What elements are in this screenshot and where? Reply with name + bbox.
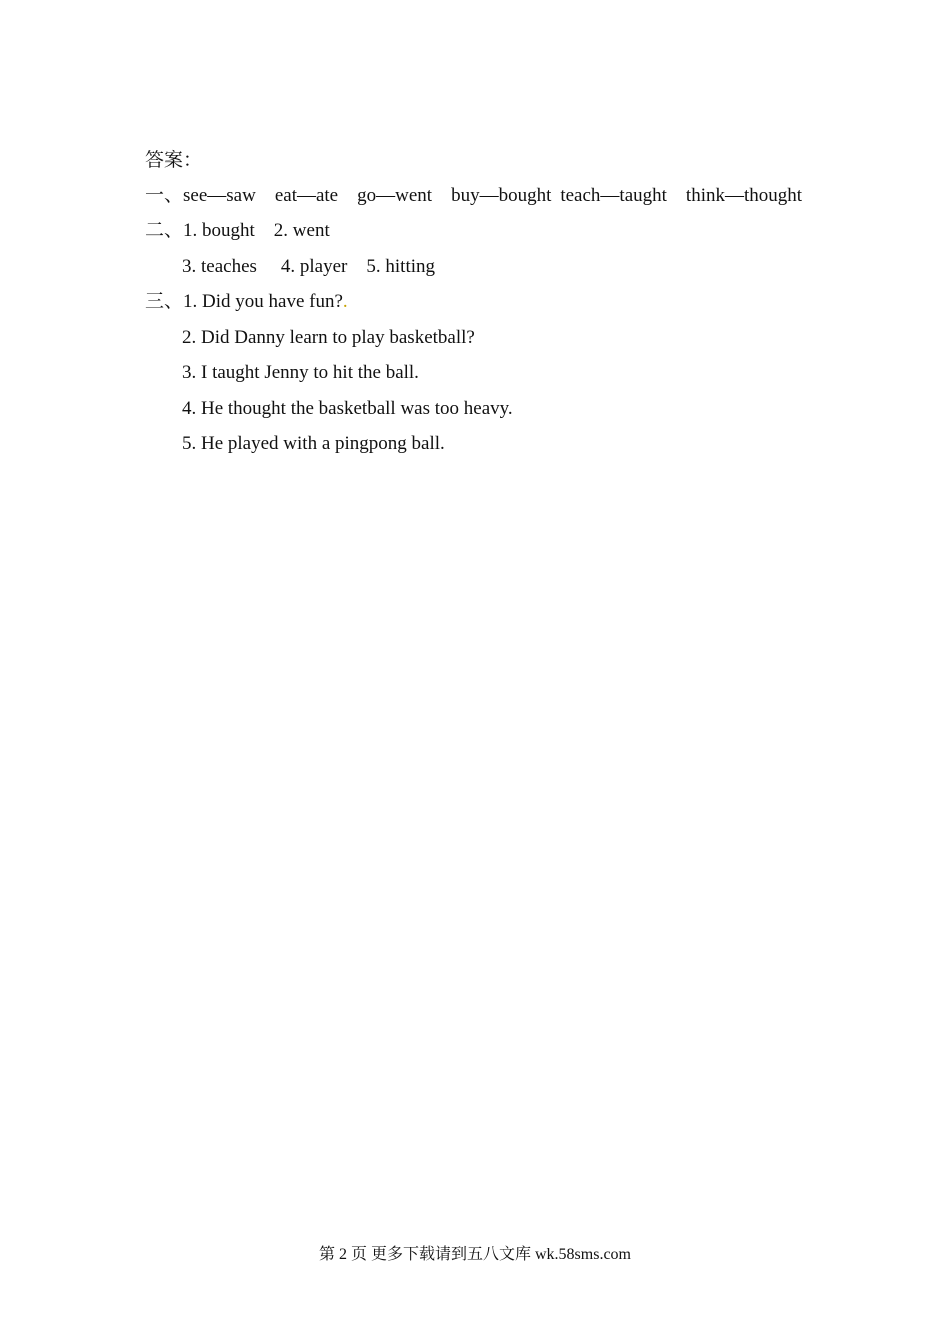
answer-item: 4. player	[280, 256, 348, 277]
section-3-line	[145, 290, 348, 314]
word-pair: buy—bought	[451, 185, 552, 206]
answer-item: 3. teaches	[182, 256, 257, 277]
section-2-line-2	[182, 255, 435, 279]
page-footer: 第 2 页 更多下载请到五八文库 wk.58sms.com	[318, 1246, 631, 1263]
section-3-marker: 三、	[145, 291, 184, 312]
answer-sentence: 5. He played with a pingpong ball.	[182, 433, 445, 454]
answer-sentence: 2. Did Danny learn to play basketball?	[182, 327, 475, 348]
answer-sentence: 1. Did you have fun?	[183, 291, 343, 312]
answer-heading: 答案：	[145, 150, 203, 171]
word-pair: teach—taught	[560, 185, 667, 206]
answer-item: 5. hitting	[366, 256, 436, 277]
section-2-marker: 二、	[145, 220, 184, 241]
answer-sentence: 4. He thought the basketball was too heavy.	[182, 398, 513, 419]
stray-mark: .	[342, 291, 348, 312]
word-pair: go—went	[357, 185, 433, 206]
section-1-marker: 一、	[145, 185, 184, 206]
word-pair: eat—ate	[274, 185, 339, 206]
answer-item: 1. bought	[183, 220, 255, 241]
section-1-line	[145, 184, 802, 208]
word-pair: think—thought	[685, 185, 803, 206]
answer-item: 2. went	[273, 220, 330, 241]
word-pair: see—saw	[183, 185, 256, 206]
section-2-line	[145, 219, 330, 243]
answer-sentence: 3. I taught Jenny to hit the ball.	[182, 362, 419, 383]
